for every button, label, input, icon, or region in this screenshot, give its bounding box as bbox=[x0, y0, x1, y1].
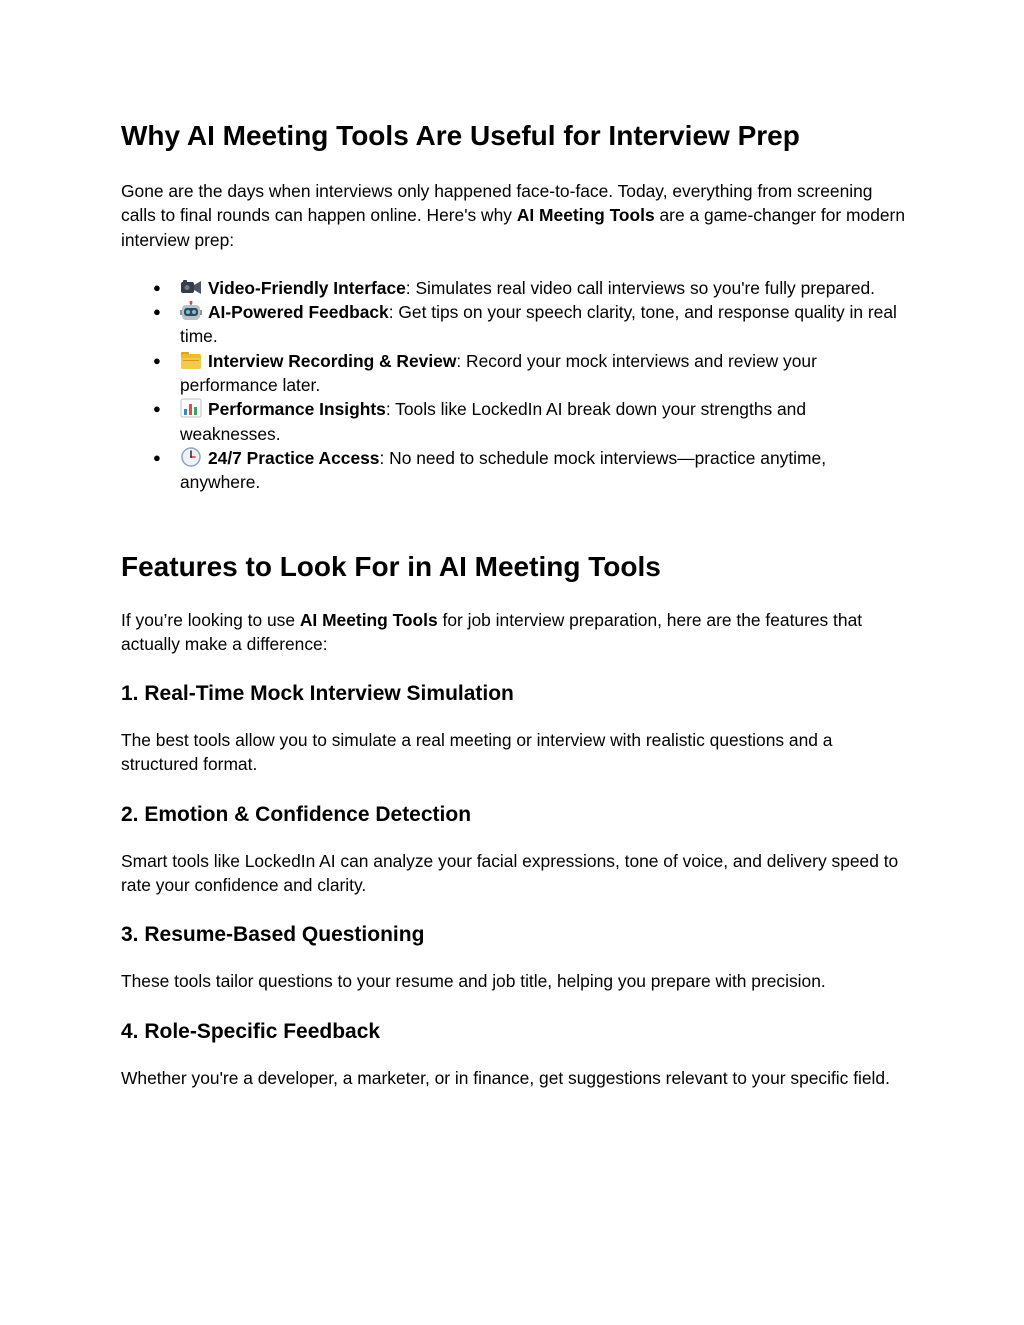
bullet-dot: ● bbox=[153, 352, 161, 368]
intro-text: Gone are the days when interviews only happened face-to-face. Today, everything from screening calls to final rounds can happen online. Here's why bbox=[121, 181, 873, 226]
feature-text: These tools tailor questions to your resume and job title, helping you prepare with precision. bbox=[121, 971, 826, 992]
feature-text: Smart tools like LockedIn AI can analyze your facial expressions, tone of voice, and delivery speed to rate your confidence and clarity. bbox=[121, 850, 899, 896]
video-camera-icon bbox=[180, 277, 202, 297]
intro-bold-text: AI Meeting Tools bbox=[516, 205, 655, 226]
list-item bbox=[121, 446, 907, 495]
feature-heading: 2. Emotion & Confidence Detection bbox=[121, 802, 472, 826]
section-intro-why bbox=[121, 179, 907, 252]
feature-text: The best tools allow you to simulate a real meeting or interview with realistic questions and a structured format. bbox=[121, 730, 833, 775]
bullet-dot: ● bbox=[153, 449, 161, 465]
feature-heading: 3. Resume-Based Questioning bbox=[121, 923, 425, 947]
bullet-text: : Simulates real video call interviews so you're fully prepared. bbox=[405, 277, 876, 298]
intro-text: for job interview preparation, here are the features that actually make a difference: bbox=[121, 609, 863, 654]
section-intro-features bbox=[121, 608, 907, 657]
bullet-text: : Tools like LockedIn AI break down your strengths and weaknesses. bbox=[180, 399, 807, 444]
feature-heading: 1. Real-Time Mock Interview Simulation bbox=[121, 682, 514, 706]
section-title-why: Why AI Meeting Tools Are Useful for Interview Prep bbox=[121, 120, 800, 151]
feature-text: Whether you're a developer, a marketer, or in finance, get suggestions relevant to your specific field. bbox=[121, 1067, 890, 1088]
intro-bold-text: AI Meeting Tools bbox=[299, 609, 438, 630]
bullet-text: : No need to schedule mock interviews—practice anytime, anywhere. bbox=[180, 447, 827, 493]
list-item bbox=[121, 349, 907, 398]
intro-text: If you’re looking to use bbox=[121, 609, 300, 630]
benefits-list bbox=[121, 276, 907, 495]
card-index-dividers-icon bbox=[180, 350, 202, 370]
bar-chart-icon bbox=[180, 398, 202, 418]
list-item bbox=[121, 300, 907, 349]
robot-icon bbox=[180, 301, 202, 321]
feature-heading: 4. Role-Specific Feedback bbox=[121, 1019, 381, 1043]
bullet-dot: ● bbox=[153, 304, 161, 320]
list-item bbox=[121, 276, 907, 300]
intro-text: are a game-changer for modern interview prep: bbox=[121, 205, 906, 250]
bullet-text: : Record your mock interviews and review your performance later. bbox=[180, 350, 817, 396]
clock-icon bbox=[180, 447, 202, 467]
bullet-dot: ● bbox=[153, 401, 161, 417]
section-title-features: Features to Look For in AI Meeting Tools bbox=[121, 550, 661, 582]
bullet-title: Video-Friendly Interface bbox=[208, 277, 406, 298]
bullet-title: AI-Powered Feedback bbox=[208, 302, 389, 323]
bullet-text: : Get tips on your speech clarity, tone, and response quality in real time. bbox=[180, 302, 897, 347]
bullet-title: 24/7 Practice Access bbox=[208, 447, 380, 468]
bullet-title: Interview Recording & Review bbox=[208, 350, 457, 371]
bullet-dot: ● bbox=[153, 279, 161, 295]
bullet-title: Performance Insights bbox=[208, 399, 386, 420]
list-item bbox=[121, 397, 907, 446]
document-content bbox=[121, 118, 907, 1090]
